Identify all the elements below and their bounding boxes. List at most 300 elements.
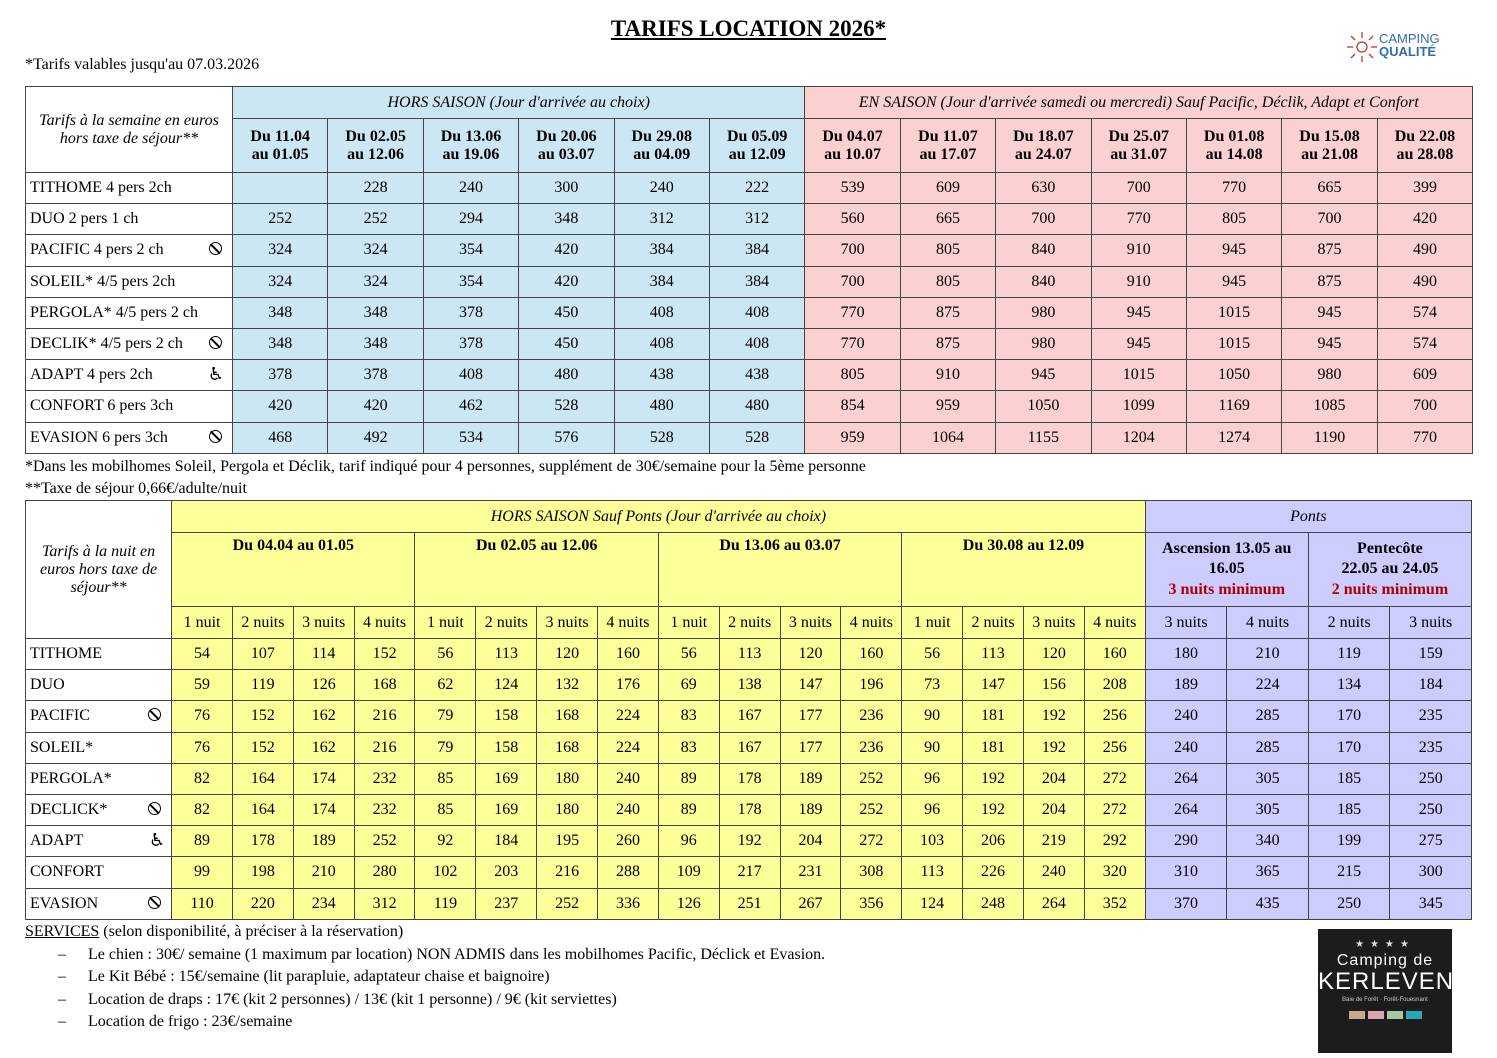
price-cell: 181	[963, 701, 1024, 732]
weekly-period-es-header	[900, 119, 995, 173]
price-cell: 196	[841, 670, 902, 701]
price-cell: 288	[598, 857, 659, 888]
price-cell: 152	[232, 732, 293, 763]
period-end: au 04.09	[633, 145, 691, 163]
table-row	[26, 701, 1472, 732]
nights-header: 2 nuits	[476, 607, 537, 639]
period-start: Du 25.07	[1108, 127, 1169, 145]
price-cell: 384	[709, 235, 804, 266]
price-cell: 160	[1084, 639, 1145, 670]
price-cell: 378	[423, 328, 518, 359]
logo-line1: CAMPING	[1379, 31, 1440, 46]
price-cell: 120	[1023, 639, 1084, 670]
price-cell: 184	[476, 826, 537, 857]
price-cell: 160	[598, 639, 659, 670]
price-cell: 217	[719, 857, 780, 888]
price-cell: 312	[354, 888, 415, 919]
price-cell: 348	[519, 204, 614, 235]
price-cell: 805	[900, 266, 995, 297]
price-cell: 260	[598, 826, 659, 857]
price-cell: 420	[1377, 204, 1472, 235]
period-end: au 28.08	[1396, 145, 1454, 163]
price-cell: 252	[354, 826, 415, 857]
nights-header: 3 nuits	[537, 607, 598, 639]
table-row	[26, 266, 1473, 297]
price-cell: 222	[709, 173, 804, 204]
row-label	[26, 360, 233, 391]
price-cell: 280	[354, 857, 415, 888]
price-cell: 324	[233, 266, 328, 297]
row-label-text: DUO 2 pers 1 ch	[30, 210, 139, 228]
nights-header: 4 nuits	[354, 607, 415, 639]
nights-header: 3 nuits	[1390, 607, 1472, 639]
price-cell: 435	[1227, 888, 1309, 919]
price-cell: 192	[1023, 732, 1084, 763]
logo-tagline: Baie de Forêt · Forêt-Fouesnant	[1342, 997, 1428, 1003]
price-cell: 156	[1023, 670, 1084, 701]
price-cell: 73	[902, 670, 963, 701]
table-row	[26, 391, 1473, 422]
price-cell: 119	[232, 670, 293, 701]
price-cell: 959	[805, 422, 900, 453]
price-cell: 348	[328, 297, 423, 328]
price-cell: 224	[1227, 670, 1309, 701]
price-cell: 177	[780, 701, 841, 732]
nights-header: 2 nuits	[719, 607, 780, 639]
period-start: Du 02.05	[345, 127, 406, 145]
price-cell: 1204	[1091, 422, 1186, 453]
row-label	[26, 173, 233, 204]
price-cell: 189	[780, 794, 841, 825]
price-cell: 208	[1084, 670, 1145, 701]
price-cell: 132	[537, 670, 598, 701]
price-cell: 82	[172, 763, 233, 794]
period-start: Du 04.07	[822, 127, 883, 145]
price-cell: 162	[293, 701, 354, 732]
price-cell: 348	[328, 328, 423, 359]
price-cell: 408	[709, 297, 804, 328]
price-cell: 220	[232, 888, 293, 919]
table-row	[26, 639, 1472, 670]
price-cell: 120	[537, 639, 598, 670]
price-cell: 609	[900, 173, 995, 204]
row-label-text: DECLICK*	[30, 801, 108, 819]
no-dog-icon	[148, 708, 161, 724]
row-label	[26, 732, 172, 763]
price-cell: 450	[519, 328, 614, 359]
no-dog-icon	[209, 242, 222, 258]
price-cell: 910	[1091, 235, 1186, 266]
price-cell: 370	[1145, 888, 1227, 919]
period-end: au 21.08	[1301, 145, 1358, 163]
price-cell: 875	[1282, 266, 1377, 297]
logo-stars: ★★★★	[1355, 939, 1415, 950]
price-cell: 192	[1023, 701, 1084, 732]
price-cell: 99	[172, 857, 233, 888]
price-cell: 320	[1084, 857, 1145, 888]
row-label-text: EVASION 6 pers 3ch	[30, 428, 168, 446]
price-cell: 83	[658, 732, 719, 763]
price-cell: 89	[658, 763, 719, 794]
nights-header: 1 nuit	[658, 607, 719, 639]
price-cell: 348	[233, 297, 328, 328]
period-start: Du 13.06	[440, 127, 502, 145]
no-dog-icon	[148, 802, 161, 818]
service-item: – Le chien : 30€/ semaine (1 maximum par location) NON ADMIS dans les mobilhomes Pacific, Déclick et Evasion.	[25, 944, 825, 967]
price-cell: 162	[293, 732, 354, 763]
nights-header: 3 nuits	[1023, 607, 1084, 639]
weekly-period-hs-header	[233, 119, 328, 173]
period-end: au 12.06	[347, 145, 405, 163]
price-cell: 168	[354, 670, 415, 701]
weekly-rates-table	[25, 86, 1473, 454]
nights-header: 3 nuits	[780, 607, 841, 639]
weekly-corner-header: Tarifs à la semaine en euros hors taxe de séjour**	[26, 87, 233, 173]
period-start: Du 20.06	[536, 127, 597, 145]
row-label	[26, 639, 172, 670]
price-cell: 875	[900, 328, 995, 359]
price-cell: 89	[172, 826, 233, 857]
price-cell: 324	[328, 266, 423, 297]
period-start: Du 22.08	[1394, 127, 1456, 145]
price-cell: 1274	[1186, 422, 1281, 453]
price-cell: 90	[902, 701, 963, 732]
price-cell: 119	[415, 888, 476, 919]
weekly-hors-saison-header: HORS SAISON (Jour d'arrivée au choix)	[233, 87, 805, 119]
price-cell: 252	[233, 204, 328, 235]
price-cell: 980	[996, 328, 1091, 359]
wheelchair-icon: ♿	[207, 364, 224, 386]
price-cell: 62	[415, 670, 476, 701]
price-cell: 250	[1308, 888, 1390, 919]
price-cell: 113	[902, 857, 963, 888]
price-cell: 805	[900, 235, 995, 266]
price-cell: 206	[963, 826, 1024, 857]
price-cell: 945	[1282, 297, 1377, 328]
price-cell: 980	[1282, 360, 1377, 391]
period-end: au 12.09	[728, 145, 786, 163]
nights-header: 2 nuits	[1308, 607, 1390, 639]
weekly-period-es-header	[805, 119, 900, 173]
price-cell: 79	[415, 732, 476, 763]
price-cell: 630	[996, 173, 1091, 204]
row-label	[26, 422, 233, 453]
price-cell: 1015	[1186, 328, 1281, 359]
nightly-rates-table	[25, 500, 1472, 920]
price-cell: 408	[709, 328, 804, 359]
kerleven-logo	[1318, 929, 1455, 1053]
price-cell: 204	[780, 826, 841, 857]
pentecote-header-line1: Pentecôte	[1357, 539, 1423, 557]
price-cell: 147	[780, 670, 841, 701]
price-cell: 805	[805, 360, 900, 391]
price-cell: 76	[172, 701, 233, 732]
period-end: au 17.07	[919, 145, 977, 163]
price-cell: 875	[1282, 235, 1377, 266]
price-cell: 1064	[900, 422, 995, 453]
price-cell: 240	[598, 763, 659, 794]
nightly-period-header: Du 02.05 au 12.06	[415, 533, 658, 607]
price-cell: 170	[1308, 701, 1390, 732]
price-cell: 945	[1091, 297, 1186, 328]
price-cell: 290	[1145, 826, 1227, 857]
logo-line2: QUALITÉ	[1379, 44, 1437, 59]
price-cell: 152	[232, 701, 293, 732]
price-cell: 399	[1377, 173, 1472, 204]
row-label	[26, 266, 233, 297]
price-cell: 216	[537, 857, 598, 888]
table-row	[26, 888, 1472, 919]
price-cell: 945	[1282, 328, 1377, 359]
price-cell: 480	[709, 391, 804, 422]
price-cell: 574	[1377, 297, 1472, 328]
price-cell: 384	[709, 266, 804, 297]
row-label-text: PERGOLA* 4/5 pers 2 ch	[30, 303, 198, 321]
price-cell: 1015	[1186, 297, 1281, 328]
price-cell: 168	[537, 732, 598, 763]
price-cell: 89	[658, 794, 719, 825]
price-cell: 216	[354, 732, 415, 763]
price-cell: 248	[963, 888, 1024, 919]
price-cell: 158	[476, 701, 537, 732]
price-cell: 240	[1023, 857, 1084, 888]
price-cell: 354	[423, 235, 518, 266]
price-cell: 352	[1084, 888, 1145, 919]
row-label	[26, 204, 233, 235]
row-label	[26, 826, 172, 857]
price-cell: 910	[1091, 266, 1186, 297]
price-cell: 665	[900, 204, 995, 235]
price-cell: 170	[1308, 732, 1390, 763]
price-cell: 574	[1377, 328, 1472, 359]
period-start: Du 18.07	[1013, 127, 1074, 145]
price-cell: 192	[963, 794, 1024, 825]
nights-header: 4 nuits	[841, 607, 902, 639]
price-cell: 492	[328, 422, 423, 453]
price-cell: 82	[172, 794, 233, 825]
table-row	[26, 328, 1473, 359]
price-cell: 480	[614, 391, 709, 422]
table-row	[26, 235, 1473, 266]
nights-header: 2 nuits	[232, 607, 293, 639]
price-cell: 76	[172, 732, 233, 763]
nights-header: 1 nuit	[415, 607, 476, 639]
price-cell: 96	[902, 763, 963, 794]
price-cell: 490	[1377, 235, 1472, 266]
price-cell: 420	[519, 266, 614, 297]
price-cell: 120	[780, 639, 841, 670]
logo-camping-de: Camping de	[1336, 952, 1434, 969]
price-cell: 945	[1186, 266, 1281, 297]
price-cell: 226	[963, 857, 1024, 888]
price-cell: 113	[476, 639, 537, 670]
price-cell: 420	[233, 391, 328, 422]
price-cell: 1085	[1282, 391, 1377, 422]
ascension-header-line1: Ascension 13.05 au	[1162, 539, 1292, 557]
nightly-hors-saison-header: HORS SAISON Sauf Ponts (Jour d'arrivée au choix)	[172, 501, 1146, 533]
price-cell: 178	[232, 826, 293, 857]
price-cell: 700	[996, 204, 1091, 235]
price-cell: 420	[328, 391, 423, 422]
price-cell: 1099	[1091, 391, 1186, 422]
price-cell: 185	[1308, 794, 1390, 825]
row-label	[26, 670, 172, 701]
price-cell: 215	[1308, 857, 1390, 888]
nightly-corner-header: Tarifs à la nuit en euros hors taxe de séjour**	[26, 501, 172, 639]
price-cell: 770	[1091, 204, 1186, 235]
price-cell: 178	[719, 763, 780, 794]
price-cell: 875	[900, 297, 995, 328]
nights-header: 1 nuit	[902, 607, 963, 639]
weekly-period-es-header	[1377, 119, 1472, 173]
period-end: au 24.07	[1014, 145, 1072, 163]
price-cell: 210	[293, 857, 354, 888]
price-cell: 147	[963, 670, 1024, 701]
price-cell: 576	[519, 422, 614, 453]
period-start: Du 05.09	[726, 127, 788, 145]
price-cell: 199	[1308, 826, 1390, 857]
price-cell: 300	[1390, 857, 1472, 888]
row-label-text: TITHOME	[30, 645, 102, 663]
price-cell: 365	[1227, 857, 1309, 888]
price-cell: 285	[1227, 701, 1309, 732]
price-cell: 378	[233, 360, 328, 391]
services-section	[25, 921, 825, 1034]
price-cell: 378	[423, 297, 518, 328]
price-cell: 980	[996, 297, 1091, 328]
price-cell: 177	[780, 732, 841, 763]
price-cell: 252	[841, 763, 902, 794]
row-label-text: DUO	[30, 676, 65, 694]
price-cell: 324	[328, 235, 423, 266]
table-row	[26, 360, 1473, 391]
period-start: Du 29.08	[631, 127, 692, 145]
price-cell: 189	[1145, 670, 1227, 701]
row-label-text: TITHOME 4 pers 2ch	[30, 179, 172, 197]
row-label-text: ADAPT	[30, 832, 84, 850]
price-cell: 240	[614, 173, 709, 204]
price-cell: 178	[719, 794, 780, 825]
price-cell: 224	[598, 701, 659, 732]
price-cell: 192	[719, 826, 780, 857]
price-cell: 528	[709, 422, 804, 453]
price-cell: 160	[841, 639, 902, 670]
table-row	[26, 670, 1472, 701]
note-tourist-tax: **Taxe de séjour 0,66€/adulte/nuit	[25, 480, 247, 497]
price-cell: 1190	[1282, 422, 1377, 453]
weekly-period-hs-header	[709, 119, 804, 173]
price-cell: 204	[1023, 763, 1084, 794]
price-cell: 450	[519, 297, 614, 328]
period-start: Du 11.07	[918, 127, 978, 145]
price-cell: 770	[1186, 173, 1281, 204]
period-start: Du 11.04	[250, 127, 310, 145]
price-cell: 96	[658, 826, 719, 857]
pentecote-header-line2: 22.05 au 24.05	[1341, 560, 1439, 578]
row-label-text: EVASION	[30, 894, 99, 912]
no-dog-icon	[209, 336, 222, 352]
price-cell: 210	[1227, 639, 1309, 670]
price-cell: 294	[423, 204, 518, 235]
price-cell: 107	[232, 639, 293, 670]
period-end: au 14.08	[1205, 145, 1263, 163]
price-cell: 264	[1023, 888, 1084, 919]
ascension-header	[1145, 533, 1308, 607]
price-cell: 256	[1084, 701, 1145, 732]
nightly-period-header: Du 04.04 au 01.05	[172, 533, 415, 607]
price-cell: 96	[902, 794, 963, 825]
row-label	[26, 794, 172, 825]
price-cell: 609	[1377, 360, 1472, 391]
price-cell: 224	[598, 732, 659, 763]
table-row	[26, 794, 1472, 825]
price-cell: 910	[900, 360, 995, 391]
services-list	[25, 944, 825, 1034]
price-cell: 348	[233, 328, 328, 359]
price-cell: 252	[328, 204, 423, 235]
sunburst-icon	[1345, 30, 1379, 64]
price-cell: 700	[805, 235, 900, 266]
price-cell: 109	[658, 857, 719, 888]
price-cell: 324	[233, 235, 328, 266]
price-cell: 275	[1390, 826, 1472, 857]
row-label	[26, 763, 172, 794]
price-cell: 840	[996, 266, 1091, 297]
price-cell: 164	[232, 794, 293, 825]
row-label	[26, 328, 233, 359]
price-cell: 236	[841, 701, 902, 732]
price-cell: 1050	[996, 391, 1091, 422]
table-row	[26, 173, 1473, 204]
price-cell: 236	[841, 732, 902, 763]
price-cell: 189	[293, 826, 354, 857]
price-cell: 174	[293, 763, 354, 794]
price-cell: 528	[519, 391, 614, 422]
price-cell: 308	[841, 857, 902, 888]
row-label-text: ADAPT 4 pers 2ch	[30, 366, 153, 384]
weekly-period-hs-header	[423, 119, 518, 173]
price-cell	[233, 173, 328, 204]
price-cell: 169	[476, 794, 537, 825]
table-row	[26, 732, 1472, 763]
weekly-period-hs-header	[328, 119, 423, 173]
price-cell: 59	[172, 670, 233, 701]
price-cell: 534	[423, 422, 518, 453]
price-cell: 184	[1390, 670, 1472, 701]
weekly-period-hs-header	[519, 119, 614, 173]
ponts-header: Ponts	[1145, 501, 1471, 533]
row-label-text: PERGOLA*	[30, 769, 112, 787]
price-cell: 185	[1308, 763, 1390, 794]
price-cell: 945	[1186, 235, 1281, 266]
price-cell: 292	[1084, 826, 1145, 857]
wheelchair-icon: ♿	[148, 830, 166, 852]
price-cell: 312	[709, 204, 804, 235]
price-cell: 312	[614, 204, 709, 235]
price-cell: 102	[415, 857, 476, 888]
row-label-text: PACIFIC 4 pers 2 ch	[30, 241, 164, 259]
note-5th-person: *Dans les mobilhomes Soleil, Pergola et Déclik, tarif indiqué pour 4 personnes, supplément de 30€/semaine pour la 5ème personne	[25, 458, 866, 475]
price-cell: 272	[841, 826, 902, 857]
row-label	[26, 391, 233, 422]
period-start: Du 15.08	[1299, 127, 1360, 145]
period-end: au 19.06	[442, 145, 500, 163]
price-cell: 126	[658, 888, 719, 919]
price-cell: 167	[719, 701, 780, 732]
price-cell: 234	[293, 888, 354, 919]
price-cell: 945	[1091, 328, 1186, 359]
price-cell: 158	[476, 732, 537, 763]
